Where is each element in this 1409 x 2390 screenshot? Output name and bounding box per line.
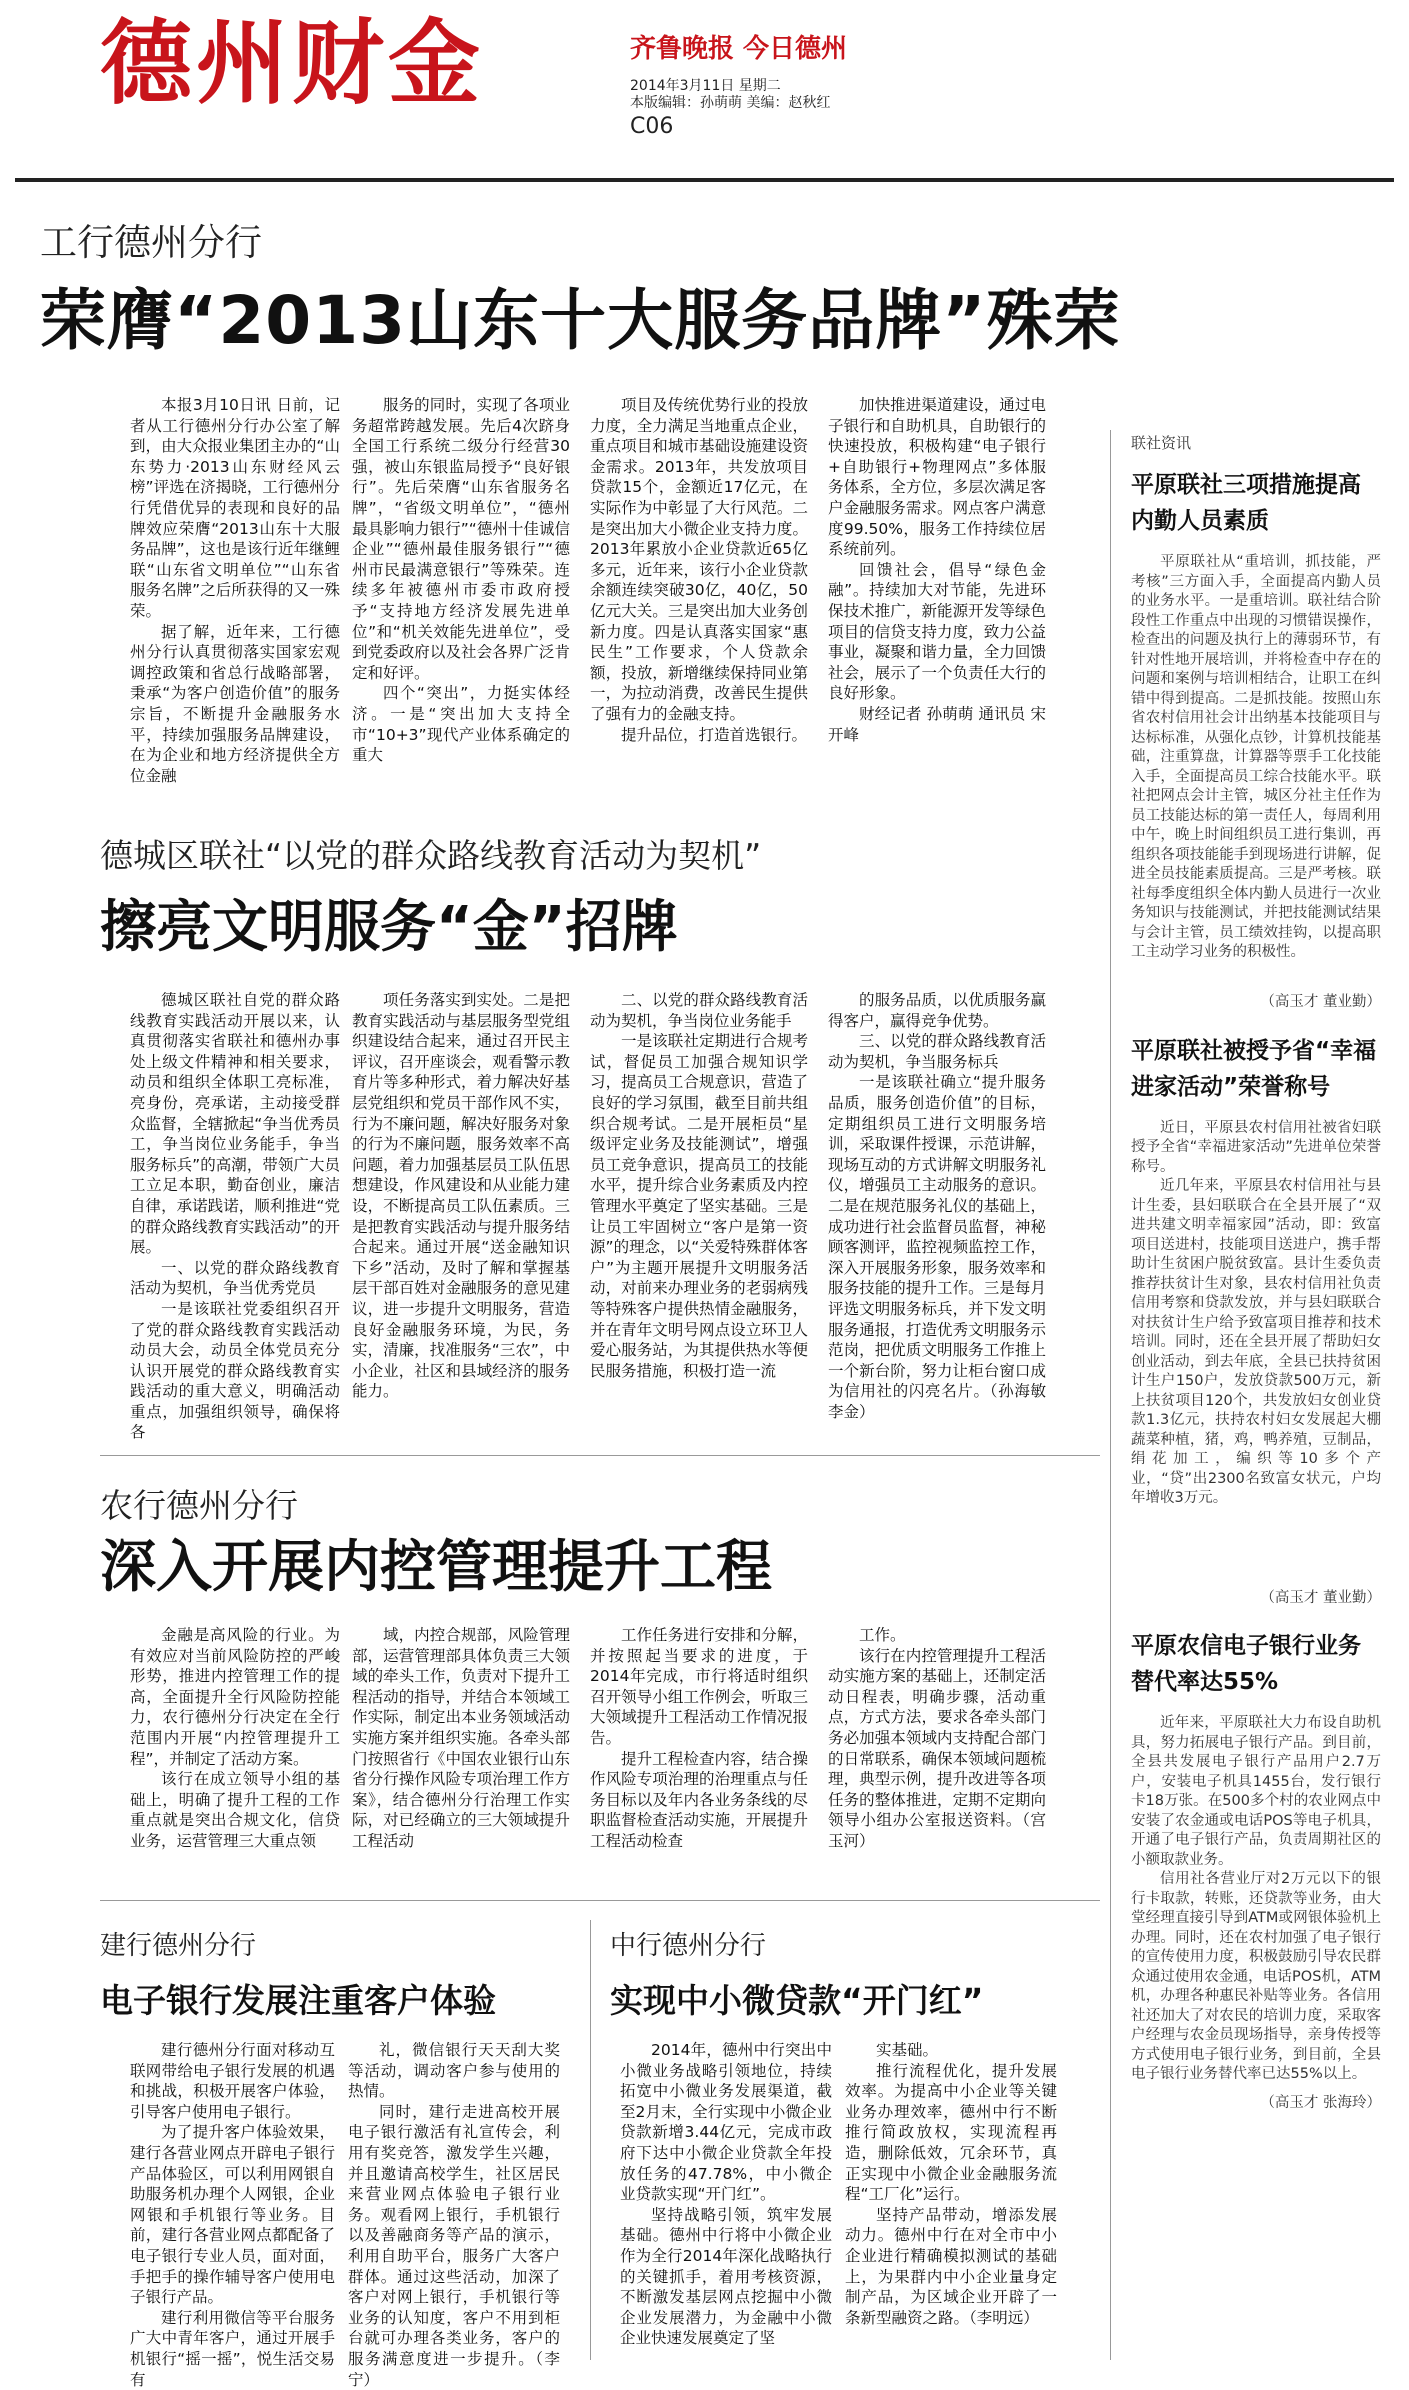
article5-col-1 — [620, 2040, 832, 2360]
paragraph: 提升工程检查内容，结合操作风险专项治理的治理重点与任务目标以及年内各业务条线的尽职监督检查活动实施，开展提升工程活动检查 — [590, 1749, 808, 1850]
sidebar-item-body — [1131, 1714, 1381, 2094]
article2-col-2: 项任务落实到实处。二是把教育实践活动与基层服务型党组织建设结合起来，通过召开民主评议，召开座谈会，观看警示教育片等多种形式，着力解决好基层党组织和党员干部作风不实，行为不廉问题，解决好服务对象的行为不廉问题，服务效率不高问题，着力加强基层员工队伍思想建设，作风建设和从业能力建设，不断提高员工队伍素质。三是把教育实践活动与提升服务结合起来。通过开展“送金融知识下乡”活动，及时了解和掌握基层干部百姓对金融服务的意见建议，进一步提升文明服务，营造良好金融服务环境，为民，务实，清廉，找准服务“三农”，中小企业，社区和县域经济的服务能力。 — [352, 991, 570, 1401]
paragraph: 坚持战略引领，筑牢发展基础。德州中行将中小微企业作为全行2014年深化战略执行的关键抓手，着用考核资源，不断激发基层网点挖掘中小微企业发展潜力，为金融中小微企业快速发展奠定了坚 — [620, 2205, 832, 2348]
article3-headline: 深入开展内控管理提升工程 — [100, 1535, 772, 1600]
paragraph: 近日，平原县农村信用社被省妇联授予全省“幸福进家活动”先进单位荣誉称号。 — [1131, 1119, 1381, 1175]
article4-headline: 电子银行发展注重客户体验 — [100, 1981, 496, 2020]
editor-line: 本版编辑：孙萌萌 美编：赵秋红 — [630, 95, 831, 111]
paragraph: 据了解，近年来，工行德州分行认真贯彻落实国家宏观调控政策和省总行战略部署，秉承“为客户创造价值”的服务宗旨，不断提升金融服务水平，持续加强服务品牌建设，在为企业和地方经济提供全方位金融 — [130, 622, 340, 785]
paragraph: 为了提升客户体验效果，建行各营业网点开辟电子银行产品体验区，可以利用网银自助服务机办理个人网银，企业网银和手机银行等业务。目前，建行各营业网点都配备了电子银行专业人员，面对面，手把手的操作辅导客户使用电子银行产品。 — [130, 2123, 335, 2307]
sidebar — [1131, 432, 1381, 2114]
article3-col-4 — [828, 1625, 1046, 1875]
article1-col-1 — [130, 395, 340, 785]
article2-col-1 — [130, 990, 340, 1442]
article2-col-3 — [590, 990, 808, 1410]
paragraph: 建行德州分行面对移动互联网带给电子银行发展的机遇和挑战，积极开展客户体验，引导客户使用电子银行。 — [130, 2041, 335, 2121]
section-divider — [100, 1900, 1100, 1901]
sidebar-item-title: 平原农信电子银行业务替代率达55% — [1131, 1633, 1361, 1695]
article1-col-3 — [590, 395, 808, 775]
paragraph: 坚持产品带动，增添发展动力。德州中行在对全市中小企业进行精确模拟测试的基础上，为果群内中小企业量身定制产品，为区域企业开辟了一条新型融资之路。（李明远） — [845, 2205, 1057, 2327]
sidebar-item-byline: （高玉才 张海玲） — [1260, 2095, 1381, 2111]
paragraph: 信用社各营业厅对2万元以下的银行卡取款，转账，还贷款等业务，由大堂经理直接引导到ATM或网银体验机上办理。同时，还在农村加强了电子银行的宣传使用力度，积极鼓励引导农民群众通过使用农金通，电话POS机，ATM机，办理各种惠民补贴等业务。各信用社还加大了对农民的培训力度，采取客户经理与农金员现场指导，亲身传授等方式使用电子银行业务，到目前，全县电子银行业务替代率已达55%以上。 — [1131, 1871, 1381, 2082]
sidebar-item-body — [1131, 1119, 1381, 1589]
paragraph: 同时，建行走进高校开展电子银行激活有礼宣传会，利用有奖竞答，激发学生兴趣，并且邀请高校学生，社区居民来营业网点体验电子银行业务。观看网上银行，手机银行以及善融商务等产品的演示，利用自助平台，服务广大客户群体。通过这些活动，加深了客户对网上银行，手机银行等业务的认知度，客户不用到柜台就可办理各类业务，客户的服务满意度进一步提升。（李宁） — [348, 2102, 560, 2389]
paragraph: 一、以党的群众路线教育活动为契机，争当优秀党员 — [130, 1258, 340, 1298]
paragraph: 本报3月10日讯 日前，记者从工行德州分行办公室了解到，由大众报业集团主办的“山东势力·2013山东财经风云榜”评选在济揭晓，工行德州分行凭借优异的表现和良好的品牌效应荣膺“2013山东十大服务品牌”，这也是该行近年继鲤联“山东省文明单位”“山东省服务名牌”之后所获得的又一殊荣。 — [130, 396, 340, 620]
paragraph: 提升品位，打造首选银行。 — [621, 725, 808, 744]
article5-headline: 实现中小微贷款“开门红” — [610, 1981, 984, 2020]
article2-headline: 擦亮文明服务“金”招牌 — [100, 895, 678, 960]
paragraph: 服务的同时，实现了各项业务超常跨越发展。先后4次跻身全国工行系统二级分行经营30强，被山东银监局授予“良好银行”。先后荣膺“山东省服务名牌”，“省级文明单位”，“德州最具影响力银行”“德州十佳诚信企业”“德州最佳服务银行”“德州市民最满意银行”等殊荣。连续多年被德州市委市政府授予“支持地方经济发展先进单位”和“机关效能先进单位”，受到党委政府以及社会各界广泛肯定和好评。 — [352, 396, 570, 682]
paragraph: 近年来，平原联社大力布设自助机具，努力拓展电子银行产品。到目前，全县共发展电子银行产品用户2.7万户，安装电子机具1455台，发行银行卡18万张。在500多个村的农业网点中安装了农金通或电话POS等电子机具，开通了电子银行产品，负责周期社区的小额取款业务。 — [1131, 1715, 1381, 1868]
paragraph: 该行在内控管理提升工程活动实施方案的基础上，还制定活动日程表，明确步骤，活动重点，方式方法，要求各牵头部门务必加强本领域内支持配合部门的日常联系，确保本领域问题梳理，典型示例，提升改进等各项任务的整体推进，定期不定期向领导小组办公室报送资料。（宫玉河） — [828, 1646, 1046, 1850]
paragraph: 加快推进渠道建设，通过电子银行和自助机具，自助银行的快速投放，积极构建“电子银行+自助银行+物理网点”多体服务体系，全方位，多层次满足客户金融服务需求。网点客户满意度99.50%，服务工作持续位居系统前列。 — [828, 396, 1046, 559]
date-line: 2014年3月11日 星期二 — [630, 78, 781, 94]
article3-kicker: 农行德州分行 — [100, 1486, 298, 1525]
article1-headline: 荣膺“2013山东十大服务品牌”殊荣 — [40, 282, 1121, 359]
section-divider — [100, 1455, 1100, 1456]
section-title: 德州财金 — [100, 10, 485, 117]
page-number: C06 — [630, 114, 674, 139]
paragraph: 该行在成立领导小组的基础上，明确了提升工程的工作重点就是突出合规文化，信贷业务，运营管理三大重点领 — [130, 1770, 340, 1850]
sidebar-label: 联社资讯 — [1131, 434, 1192, 452]
paragraph: 四个“突出”，力挺实体经济。一是“突出加大支持全市“10+3”现代产业体系确定的重大 — [352, 684, 570, 765]
article4-col-1 — [130, 2040, 335, 2389]
article1-kicker: 工行德州分行 — [40, 221, 262, 264]
article1-col-4 — [828, 395, 1046, 775]
paragraph: 回馈社会，倡导“绿色金融”。持续加大对节能，先进环保技术推广，新能源开发等绿色项目的信贷支持力度，致力公益事业，凝聚和谐力量，全力回馈社会，展示了一个负责任大行的良好形象。 — [828, 560, 1046, 703]
paragraph: 推行流程优化，提升发展效率。为提高中小企业等关键业务办理效率，德州中行不断推行简政放权，实现流程再造，删除低效，冗余环节，真正实现中小微企业金融服务流程“工厂化”运行。 — [845, 2061, 1057, 2204]
sidebar-item — [1131, 467, 1381, 1013]
paragraph: 一是该联社定期进行合规考试，督促员工加强合规知识学习，提高员工合规意识，营造了良好的学习氛围，截至目前共组织合规考试。二是开展柜员“星级评定业务及技能测试”，增强员工竞争意识，提高员工的技能水平，提升综合业务素质及内控管理水平奠定了坚实基础。三是让员工牢固树立“客户是第一资源”的理念，以“关爱特殊群体客户”为主题开展提升文明服务活动，对前来办理业务的老弱病残等特殊客户提供热情金融服务，并在青年文明号网点设立环卫人爱心服务站，为其提供热水等便民服务措施，积极打造一流 — [590, 1032, 808, 1380]
paragraph: 财经记者 孙萌萌 通讯员 宋开峰 — [828, 704, 1046, 744]
paragraph: 德城区联社自党的群众路线教育实践活动开展以来，认真贯彻落实省联社和德州办事处上级文件精神和相关要求，动员和组织全体职工亮标准，亮身份，亮承诺，主动接受群众监督，全辖掀起“争当优秀员工，争当岗位业务能手，争当服务标兵”的高潮，带领广大员工立足本职，勤奋创业，廉洁自律，承诺践诺，顺利推进“党的群众路线教育实践活动”的开展。 — [130, 991, 340, 1257]
paragraph: 项目及传统优势行业的投放力度，全力满足当地重点企业，重点项目和城市基础设施建设资金需求。2013年，共发放项目贷款15个，金额近17亿元，在实际作为中彰显了大行风范。二是突出加大小微企业支持力度。2013年累放小企业贷款近65亿多元，近年来，该行小企业贷款余额连续突破30亿，40亿，50亿元大关。三是突出加大业务创新力度。四是认真落实国家“惠民生”工作要求，个人贷款余额，投放，新增继续保持同业第一，为拉动消费，改善民生提供了强有力的金融支持。 — [590, 396, 808, 723]
paragraph: 2014年，德州中行突出中小微业务战略引领地位，持续拓宽中小微业务发展渠道，截至2月末，全行实现中小微企业贷款新增3.44亿元，完成市政府下达中小微企业贷款全年投放任务的47.78%，中小微企业贷款实现“开门红”。 — [620, 2041, 832, 2204]
paragraph: 一是该联社确立“提升服务品质，服务创造价值”的目标，定期组织员工进行文明服务培训，采取课件授课，示范讲解，现场互动的方式讲解文明服务礼仪，增强员工主动服务的意识。二是在规范服务礼仪的基础上，成功进行社会监督员监督，神秘顾客测评，监控视频监控工作，深入开展服务形象，服务效率和服务技能的提升工作。三是每月评选文明服务标兵，并下发文明服务通报，打造优秀文明服务示范岗，把优质文明服务工作推上一个新台阶，努力让柜台窗口成为信用社的闪亮名片。（孙海敏 李金） — [828, 1073, 1046, 1421]
sidebar-item-byline: （高玉才 董业勤） — [1260, 994, 1381, 1010]
paragraph: 工作。 — [859, 1626, 906, 1644]
issue-meta — [630, 78, 830, 112]
newspaper-brand: 齐鲁晚报 今日德州 — [630, 34, 848, 64]
article2-col-4 — [828, 990, 1046, 1421]
paragraph: 三、以党的群众路线教育活动为契机，争当服务标兵 — [828, 1032, 1046, 1071]
article5-col-2 — [845, 2040, 1057, 2360]
sidebar-item — [1131, 1628, 1381, 2114]
paragraph: 工作任务进行安排和分解，并按照起当要求的进度，于2014年完成，市行将适时组织召开领导小组工作例会，听取三大领域提升工程活动工作情况报告。 — [590, 1626, 808, 1747]
paragraph: 实基础。 — [876, 2041, 939, 2059]
article1-col-2 — [352, 395, 570, 775]
sidebar-item-body: 平原联社从“重培训，抓技能，严考核”三方面入手，全面提高内勤人员的业务水平。一是重培训。联社结合阶段性工作重点中出现的习惯错误操作，检查出的问题及执行上的薄弱环节，有针对性地开展培训，并将检查中存在的问题和案例与培训相结合，让职工在纠错中得到提高。二是抓技能。按照山东省农村信用社会计出纳基本技能项目与达标标准，从强化点钞，计算机技能基础，注重算盘，计算器等票手工化技能入手，全面提高员工综合技能水平。联社把网点会计主管，城区分社主任作为员工技能达标的第一责任人，每周利用中午，晚上时间组织员工进行集训，再组织各项技能能手到现场进行讲解，促进全员技能素质提高。三是严考核。联社每季度组织全体内勤人员进行一次业务知识与技能测试，并把技能测试结果与会计主管，员工绩效挂钩，以提高职工主动学习业务的积极性。 — [1131, 554, 1381, 960]
paragraph: 二、以党的群众路线教育活动为契机，争当岗位业务能手 — [590, 991, 808, 1030]
sidebar-divider — [1110, 430, 1111, 2360]
paragraph: 近几年来，平原县农村信用社与县计生委，县妇联联合在全县开展了“双进共建文明幸福家园”活动，即：致富项目送进村，技能项目送进户，携手帮助计生贫困户脱贫致富。县计生委负责推荐扶贫计生对象，县农村信用社负责信用考察和贷款发放，并与县妇联联合对扶贫计生户给予致富项目推荐和技术培训。同时，还在全县开展了帮助妇女创业活动，到去年底，全县已扶持贫困计生户150户，发放贷款500万元，新上扶贫项目120个，共发放妇女创业贷款1.3亿元，扶持农村妇女发展起大棚蔬菜种植，猪，鸡，鸭养殖，豆制品，绢花加工，编织等10多个产业，“贷”出2300名致富女状元，户均年增收3万元。 — [1131, 1178, 1381, 1506]
article3-col-2: 域，内控合规部，风险管理部，运营管理部具体负责三大领域的牵头工作，负责对下提升工程活动的指导，并结合本领域工作实际，制定出本业务领域活动实施方案并组织实施。各牵头部门按照省行《中国农业银行山东省分行操作风险专项治理工作方案》，结合德州分行治理工作实际，对已经确立的三大领域提升工程活动 — [352, 1626, 570, 1850]
sidebar-item-title: 平原联社三项措施提高内勤人员素质 — [1131, 472, 1361, 534]
paragraph: 一是该联社党委组织召开了党的群众路线教育实践活动动员大会，动员全体党员充分认识开展党的群众路线教育实践活动的重大意义，明确活动重点，加强组织领导，确保将各 — [130, 1299, 340, 1442]
masthead-divider — [15, 178, 1394, 182]
article3-col-3 — [590, 1625, 808, 1875]
article5-kicker: 中行德州分行 — [610, 1931, 767, 1961]
paragraph: 礼，微信银行天天刮大奖等活动，调动客户参与使用的热情。 — [348, 2041, 560, 2101]
article2-kicker: 德城区联社“以党的群众路线教育活动为契机” — [100, 836, 762, 875]
article4-col-2 — [348, 2040, 560, 2389]
sidebar-item-title: 平原联社被授予省“幸福进家活动”荣誉称号 — [1131, 1037, 1377, 1100]
sidebar-item-byline: （高玉才 董业勤） — [1260, 1589, 1381, 1606]
paragraph: 建行利用微信等平台服务广大中青年客户，通过开展手机银行“摇一摇”，悦生活交易有 — [130, 2308, 335, 2389]
article4-kicker: 建行德州分行 — [100, 1931, 257, 1961]
article3-col-1 — [130, 1625, 340, 1875]
column-divider — [590, 1920, 591, 2360]
paragraph: 的服务品质，以优质服务赢得客户，赢得竞争优势。 — [828, 991, 1046, 1030]
paragraph: 金融是高风险的行业。为有效应对当前风险防控的严峻形势，推进内控管理工作的提高，全面提升全行风险防控能力，农行德州分行决定在全行范围内开展“内控管理提升工程”，并制定了活动方案。 — [130, 1626, 340, 1768]
sidebar-item — [1131, 1033, 1381, 1609]
